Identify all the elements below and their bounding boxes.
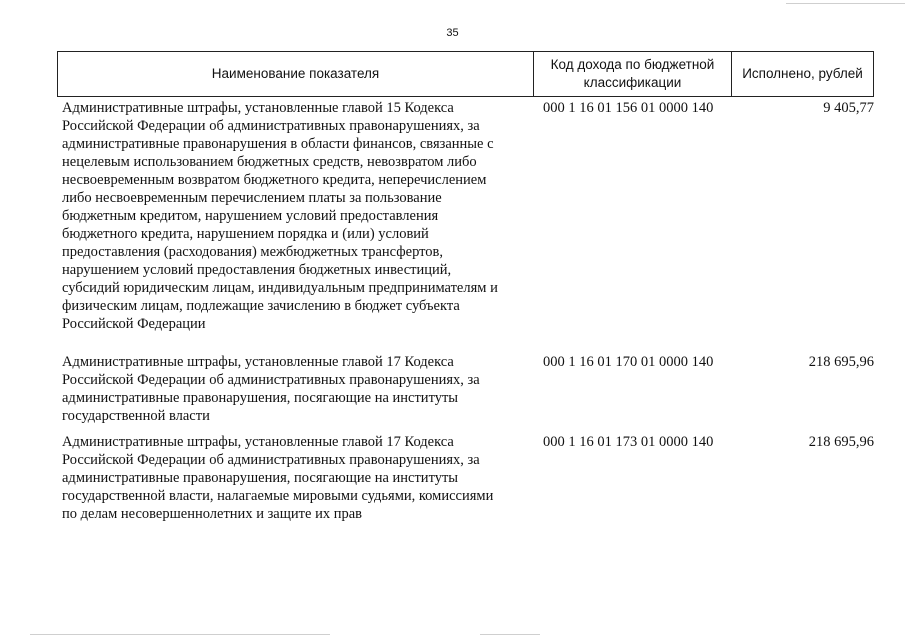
scan-artifact-bottom-2 [480, 634, 540, 635]
row-name-line: Российской Федерации об административных правонарушениях, за [62, 452, 480, 468]
row-name-line: Российской Федерации об административных правонарушениях, за [62, 118, 480, 134]
row-name-line: административные правонарушения, посягающие на институты [62, 470, 459, 486]
row-name-line: Российской Федерации об административных правонарушениях, за [62, 372, 480, 388]
scan-artifact-bottom [30, 634, 330, 635]
row-name-line: несвоевременным возвратом бюджетного кредита, неперечислением [62, 172, 487, 188]
row-name-line: государственной власти, налагаемые мировыми судьями, комиссиями [62, 488, 494, 504]
row-name-line: государственной власти [62, 408, 210, 424]
header-executed-column: Исполнено, рублей [742, 66, 863, 81]
row-name-line: бюджетного кредита, нарушением порядка и (или) условий [62, 226, 429, 242]
header-code-column: Код дохода по бюджетной классификации [534, 52, 732, 96]
row-name-line: либо несвоевременным перечислением платы за пользование [62, 190, 442, 206]
row-code-cell: 000 1 16 01 170 01 0000 140 [543, 354, 714, 370]
row-amount-cell: 218 695,96 [808, 354, 874, 370]
table-header [57, 51, 874, 97]
row-name-cell [62, 433, 532, 523]
row-name-line: административные правонарушения, посягающие на институты [62, 390, 459, 406]
header-name-column: Наименование показателя [58, 52, 534, 96]
row-name-cell [62, 99, 532, 333]
row-amount-cell: 218 695,96 [808, 434, 874, 450]
row-name-line: физическим лицам, подлежащие зачислению в бюджет субъекта [62, 298, 460, 314]
row-name-line: бюджетным кредитом, нарушением условий предоставления [62, 208, 439, 224]
row-name-line: субсидий юридическим лицам, индивидуальным предпринимателям и [62, 280, 498, 296]
row-name-line: административные правонарушения в области финансов, связанные с [62, 136, 494, 152]
row-code-cell: 000 1 16 01 173 01 0000 140 [543, 434, 714, 450]
row-name-line: по делам несовершеннолетних и защите их прав [62, 506, 362, 522]
row-name-line: предоставления (расходования) межбюджетных трансфертов, [62, 244, 444, 260]
row-name-line: Административные штрафы, установленные главой 17 Кодекса [62, 434, 454, 450]
row-amount-cell: 9 405,77 [823, 100, 874, 116]
page-number: 35 [446, 27, 459, 39]
row-name-line: Российской Федерации [62, 316, 206, 332]
row-code-cell: 000 1 16 01 156 01 0000 140 [543, 100, 714, 116]
row-name-line: нарушением условий предоставления бюджетных инвестиций, [62, 262, 452, 278]
row-name-cell [62, 353, 532, 425]
row-name-line: Административные штрафы, установленные главой 15 Кодекса [62, 100, 454, 116]
row-name-line: нецелевым использованием бюджетных средств, невозвратом либо [62, 154, 477, 170]
row-name-line: Административные штрафы, установленные главой 17 Кодекса [62, 354, 454, 370]
scan-artifact-top [786, 3, 905, 4]
